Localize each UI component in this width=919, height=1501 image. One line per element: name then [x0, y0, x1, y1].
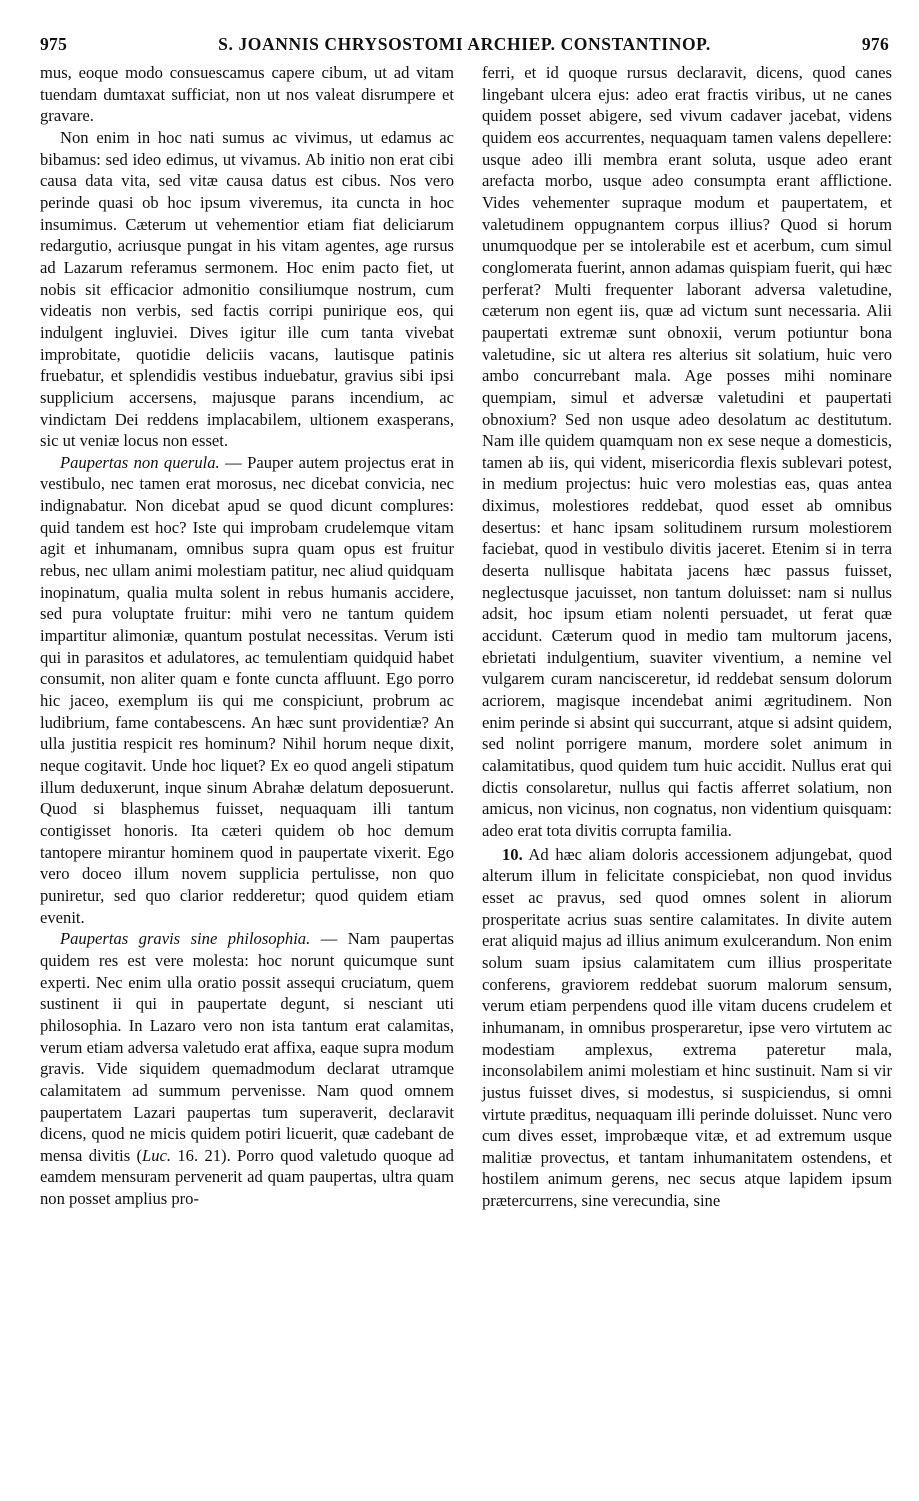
left-column: [40, 62, 454, 1210]
section-heading: Paupertas non querula.: [60, 452, 220, 472]
page-number-left: 975: [40, 34, 68, 54]
paragraph: [40, 452, 454, 928]
paragraph-text: ). Porro quod valetudo quoque ad eamdem mensuram pervenerit ad quam paupertas, ultra quam non posset amplius pro-: [40, 1145, 454, 1209]
page-number-right: 976: [861, 34, 889, 54]
running-title: S. JOANNIS CHRYSOSTOMI ARCHIEP. CONSTANTINOP.: [218, 34, 711, 54]
right-column: [482, 62, 892, 1212]
paragraph: [40, 928, 454, 1210]
paragraph-text: — Nam paupertas quidem res est vere molesta: hoc norunt quicumque sunt experti. Nec enim ulla oratio possit assequi cruciatum, quem sustinent ii qui in paupertate degunt, si nesciant uti philosophia. In Lazaro vero non ista tantum erat calamitas, verum etiam adversa valetudo erat affixa, eaque supra modum gravis. Vide siquidem quemadmodum declarat utramque calamitatem ad summum pervenisse. Nam quod omnem paupertatem Lazari paupertas tum superaverit, declaravit dicens, quod ne micis quidem potiri licuerit, quæ cadebant de mensa divitis (: [40, 929, 455, 1165]
paragraph-text: Ad hæc aliam doloris accessionem adjungebat, quod alterum illum in felicitate conspiciebat, non quod invidus esset ac pravus, sed quod omnes solent in aliorum prosperitate acrius suas sentire calamitates. In divite autem erat aliquid majus ad illius animum exulcerandum. Non enim solum suam ipsius calamitatem cum illius prosperitate conferens, graviorem reddebat suorum malorum sensum, verum etiam perpendens quod ille vitam ducens crudelem et inhumanam, in omnibus prosperaretur, ipse vero virtutem ac modestiam amplexus, extrema pateretur mala, inconsolabilem animi molestiam et hinc sustinuit. Nam si vir justus fuisset dives, si modestus, si suspiciendus, si omni virtute præditus, nequaquam illi perinde doluisset. Nunc vero cum dives esset, improbæque vitæ, et ad extremum usque malitiæ provectus, et tantam inhumanitatem ostendens, et hostilem animum gerens, nec secus atque lapidem ipsum prætercurrens, sine verecundia, sine: [482, 844, 892, 1211]
paragraph: mus, eoque modo consuescamus capere cibum, ut ad vitam tuendam dumtaxat sufficiat, non ut nos valeat disrumpere et gravare.: [40, 63, 454, 126]
paragraph: [482, 844, 892, 1212]
paragraph-text: — Pauper autem projectus erat in vestibulo, nec tamen erat morosus, nec dicebat convicia, nec indignabatur. Non dicebat apud se quod dicunt complures: quid tandem est hoc? Iste qui improbam crudelemque vitam agit et inhumanam, omnibus supra quam opus est fruitur rebus, nec ullam animi molestiam patitur, nec aliud quidquam inopinatum, qualia multa solent in rebus humanis accidere, sed pura voluptate fruitur: mihi vero ne tantum quidem impartitur alimoniæ, quantum postulat necessitas. Verum isti qui in parasitos et adulatores, ac temulentiam quidquid habet consumit, non aliter quam e fonte cuncta affluunt. Ego porro hic jaceo, exemplum iis qui me conspiciunt, probrum ac ludibrium, fame contabescens. An hæc sunt providentiæ? An ulla justitia respicit res hominum? Nihil horum neque dixit, neque cogitavit. Unde hoc liquet? Ex eo quod angeli stipatum illum deduxerunt, inque sinum Abrahæ delatum deposuerunt. Quod si blasphemus fuisset, nequaquam illi tantum contigisset honoris. Ita cæteri quidem ob hoc demum tantopere mirantur hominem quod in paupertate vixerit. Ego vero doceo illum novem supplicia pertulisse, non quo puniretur, sed quo clarior redderetur; quod quidem etiam evenit.: [40, 452, 454, 927]
section-number: 10.: [502, 844, 523, 864]
running-header: [40, 34, 889, 60]
citation-reference: 16. 21: [171, 1145, 222, 1165]
paragraph: ferri, et id quoque rursus declaravit, dicens, quod canes lingebant ulcera ejus: adeo erat fractis viribus, ut ne canes quidem posset abigere, sed vivum cadaver jacebat, videns quidem eos accurrentes, nequaquam tamen valens depellere: usque adeo illi membra erant soluta, usque adeo erant arefacta morbo, usque adeo consumpta erant afflictione. Vides vehementer supraque modum et paupertatem, et valetudinem oppugnantem corpus illius? Quod si horum unumquodque per se intolerabile est et acerbum, cum simul conglomerata fuerint, annon adamas quispiam fuerit, qui hæc perferat? Multi frequenter laborant adversa valetudine, cæterum non egent iis, quæ ad victum sunt necessaria. Alii paupertati extremæ sunt obnoxii, verum potiuntur bona valetudine, sic ut altera res alterius sit solatium, huic vero ambo concurrebant mala. Age posses mihi nominare quempiam, simul et adversæ valetudini et paupertati obnoxium? Sed non usque adeo desolatum ac destitutum. Nam ille quidem quamquam non ex sese neque a domesticis, tamen ab iis, qui vident, misericordia flexis sublevari potest, in medium projectus: huic vero molestias eas, quas antea diximus, molestiores reddebat, quod esset ab omnibus desertus: et hanc ipsam solitudinem rursum molestiorem faciebat, quod in vestibulo divitis jaceret. Etenim si in terra deserta nullisque habitata jacens hæc passus fuisset, neglectusque jacuisset, non tantum doluisset: nam si nullus adsit, hoc ipsum etiam nolenti persuadet, ut ferat quæ accidunt. Cæterum quod in medio tam multorum jacens, ebrietati indulgentium, suaviter viventium, a nemine vel vulgarem curam nancisceretur, id reddebat sensum dolorum acriorem, magisque incendebat animi ægritudinem. Non enim perinde si absint qui succurrant, atque si adsint quidem, sed nolint porrigere manum, mordere solet animum in calamitatibus, quod quidem tum huic accidit. Nullus erat qui dictis consolaretur, nullus qui factis afferret solatium, non amicus, non vicinus, non cognatus, non videntium quisquam: adeo erat tota divitis corrupta familia.: [482, 63, 892, 840]
citation: Luc.: [142, 1145, 172, 1165]
section-heading: Paupertas gravis sine philosophia.: [60, 929, 311, 949]
paragraph: Non enim in hoc nati sumus ac vivimus, ut edamus ac bibamus: sed ideo edimus, ut vivamus. Ab initio non erat cibi causa data vita, sed vitæ causa datus est cibus. Nos vero perinde quasi ob hoc ipsum viveremus, ita cuncta in hoc insumimus. Cæterum ut vehementior etiam fiat deliciarum redargutio, acriusque pungat in his vitam agentes, age rursus ad Lazarum referamus sermonem. Hoc enim pacto fiet, ut nobis sit efficacior admonitio consiliumque nostrum, cum videatis non verbis, sed factis corripi punirique eos, qui indulgent ingluviei. Dives igitur ille cum tanta vivebat improbitate, quotidie deliciis vacans, lautisque patinis fruebatur, et splendidis vestibus induebatur, gravius sibi ipsi supplicium accersens, majusque parans incendium, ac vindictam Dei reddens implacabilem, ultionem exasperans, sic ut veniæ locus non esset.: [40, 127, 454, 451]
